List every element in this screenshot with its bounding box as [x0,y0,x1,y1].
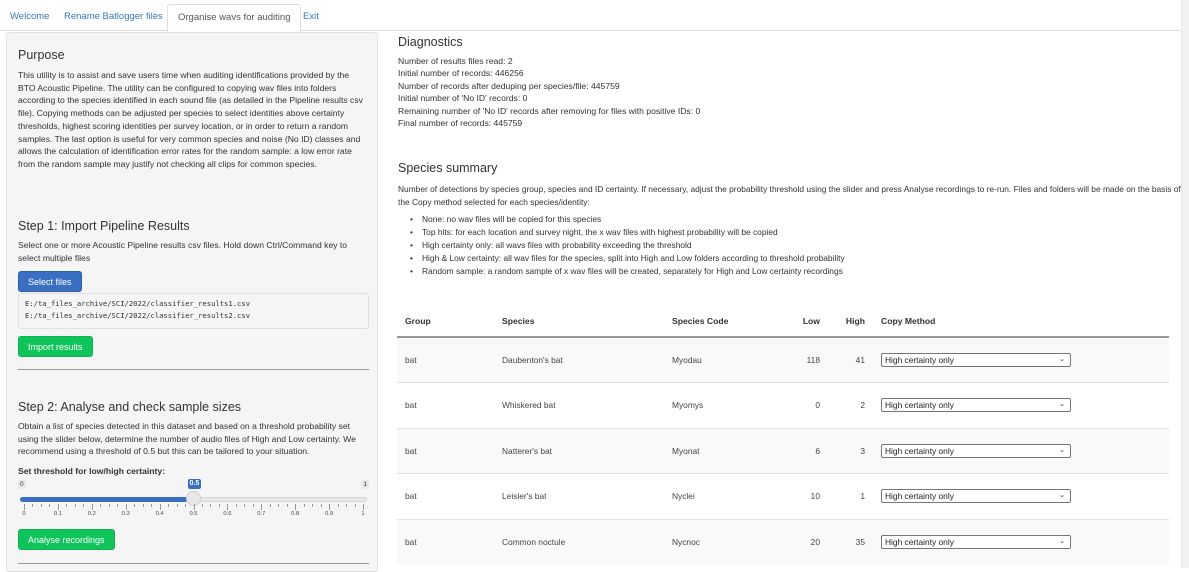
diagnostic-line: Remaining number of 'No ID' records after removing for files with positive IDs: 0 [398,105,701,116]
cell-copy-method [873,383,1169,429]
copy-method-item: • Random sample: a random sample of x wav files will be created, separately for High and Low certainty recordings [422,265,845,278]
selected-file: E:/ta_files_archive/SCI/2022/classifier_results2.csv [25,311,251,320]
slider-minor-tick [185,504,186,507]
table-row [397,337,1169,383]
slider-tick-label: 0.4 [155,511,164,517]
slider-major-tick [126,504,127,510]
copy-method-value: High certainty only [885,491,954,502]
copy-method-select[interactable] [881,489,1071,503]
slider-minor-tick [210,504,211,507]
chevron-down-icon: ⌄ [1059,492,1065,500]
slider-minor-tick [83,504,84,507]
slider-major-tick [363,504,364,510]
slider-major-tick [92,504,93,510]
copy-method-select[interactable] [881,353,1071,367]
species-summary-description: Number of detections by species group, species and ID certainty. If necessary, adjust the probability threshold using the slider and press Analyse recordings to re-run. Files and folders will be made on the basis of the Copy method selected for each species/identity: [398,184,1181,207]
header-low[interactable]: Low [774,305,828,337]
copy-method-item: • High & Low certainty: all wav files for the species, split into High and Low folders according to threshold probability [422,252,845,265]
slider-tick-label: 1 [361,511,365,517]
species-summary-title: Species summary [398,161,498,175]
step2-title: Step 2: Analyse and check sample sizes [18,400,242,414]
cell-group: bat [397,519,494,565]
species-table [397,305,1169,565]
purpose-text: This utility is to assist and save users time when auditing identifications provided by the BTO Acoustic Pipeline. The utility can be configured to copying wav files into folders according to the species identified in each sound file (as detailed in the Pipeline results csv file). Copying methods can be adjusted per species to select identities above certainty thresholds, highest scoring identities per survey location, or in order to return a random samples. The last option is useful for very common species and noise (No ID) classes and allows the calculation of identification error rates for the random sample: a low error rate from the random sample may justify not checking all clips for common species. [18,70,363,169]
chevron-down-icon: ⌄ [1059,538,1065,545]
slider-minor-tick [244,504,245,507]
diagnostic-line: Final number of records: 445759 [398,118,523,129]
cell-low: 20 [774,519,828,565]
select-files-button[interactable]: Select files [18,271,82,292]
slider-tick-label: 0.5 [189,511,198,517]
page-scrollbar[interactable] [1181,0,1189,568]
chevron-down-icon: ⌄ [1059,446,1065,454]
slider-minor-tick [117,504,118,507]
purpose-title: Purpose [18,48,65,62]
slider-minor-tick [41,504,42,507]
slider-tick-label: 0.6 [223,511,232,517]
slider-tick-label: 0.7 [257,511,266,517]
cell-copy-method [873,474,1169,520]
slider-tick-label: 0.1 [53,511,62,517]
diagnostic-line: Number of results files read: 2 [398,56,513,66]
slider-minor-tick [202,504,203,507]
cell-high: 3 [828,428,873,474]
slider-minor-tick [270,504,271,507]
diagnostics-output [398,55,700,129]
slider-minor-tick [321,504,322,507]
copy-method-value: High certainty only [885,537,954,547]
table-row [397,383,1169,429]
cell-species: Natterer's bat [494,428,664,474]
chevron-down-icon: ⌄ [1059,356,1065,363]
copy-method-item: • None: no wav files will be copied for this species [422,213,845,226]
slider-minor-tick [100,504,101,507]
copy-method-select[interactable] [881,444,1071,458]
cell-species-code: Myonat [664,428,774,474]
header-species-code[interactable]: Species Code [664,305,774,337]
slider-tick-label: 0.9 [325,511,334,517]
slider-major-tick [329,504,330,510]
analyse-recordings-button[interactable]: Analyse recordings [18,529,115,550]
sidebar-panel [6,32,378,572]
import-results-button[interactable]: Import results [18,336,93,357]
header-species[interactable]: Species [494,305,664,337]
slider-minor-tick [32,504,33,507]
slider-minor-tick [253,504,254,507]
selected-file: E:/ta_files_archive/SCI/2022/classifier_results1.csv [25,299,251,308]
table-header-row [397,305,1169,337]
cell-high: 2 [828,383,873,429]
tab-organise-wavs[interactable]: Organise wavs for auditing [167,4,301,32]
cell-group: bat [397,337,494,383]
slider-minor-tick [168,504,169,507]
threshold-slider[interactable] [18,480,369,520]
cell-species: Common noctule [494,519,664,565]
cell-copy-method [873,519,1169,565]
slider-minor-tick [143,504,144,507]
copy-methods-list [398,213,845,278]
selected-files-list [18,293,369,329]
diagnostic-line: Number of records after deduping per species/file: 445759 [398,80,620,91]
slider-minor-tick [236,504,237,507]
copy-method-value: High certainty only [885,445,954,456]
tab-welcome[interactable]: Welcome [10,11,50,22]
cell-high: 35 [828,519,873,565]
copy-method-value: High certainty only [885,355,954,365]
diagnostic-line: Initial number of records: 446256 [398,68,524,79]
slider-minor-tick [355,504,356,507]
slider-minor-tick [66,504,67,507]
diagnostic-line: Initial number of 'No ID' records: 0 [398,93,528,104]
step1-text: Select one or more Acoustic Pipeline results csv files. Hold down Ctrl/Command key to select multiple files [18,240,348,263]
copy-method-select[interactable] [881,398,1071,412]
slider-minor-tick [346,504,347,507]
cell-group: bat [397,428,494,474]
table-row [397,474,1169,520]
divider [18,563,369,564]
slider-tick-label: 0 [22,511,26,517]
slider-minor-tick [75,504,76,507]
chevron-down-icon: ⌄ [1059,401,1065,409]
cell-low: 0 [774,383,828,429]
table-row [397,428,1169,474]
slider-tick-label: 0.2 [87,511,96,517]
slider-major-tick [227,504,228,510]
slider-minor-tick [304,504,305,507]
cell-copy-method [873,337,1169,383]
slider-minor-tick [338,504,339,507]
header-group[interactable]: Group [397,305,494,337]
header-high[interactable]: High [828,305,873,337]
slider-major-tick [194,504,195,510]
slider-max-label: 1 [363,481,367,488]
slider-tick-label: 0.3 [121,511,130,517]
cell-high: 1 [828,474,873,520]
divider [18,369,369,370]
slider-minor-tick [287,504,288,507]
tab-rename-batlogger-files[interactable]: Rename Batlogger files [64,11,163,22]
cell-species-code: Nyclei [664,474,774,520]
slider-minor-tick [49,504,50,507]
cell-species-code: Myodau [664,337,774,383]
step2-text: Obtain a list of species detected in this dataset and based on a threshold probability set using the slider below, determine the number of audio files of High and Low certainty. We recommend using a threshold of 0.5 but this can be tailored to your situation. [18,421,356,457]
cell-group: bat [397,474,494,520]
slider-minor-tick [278,504,279,507]
threshold-label: Set threshold for low/high certainty: [18,466,166,476]
copy-method-item: • High certainty only: all wavs files with probability exceeding the threshold [422,239,845,252]
slider-major-tick [24,504,25,510]
cell-species: Leisler's bat [494,474,664,520]
copy-method-item: • Top hits: for each location and survey night, the x wav files with highest probability will be copied [422,226,845,239]
cell-high: 41 [828,337,873,383]
cell-group: bat [397,383,494,429]
nav-tabs [0,0,1180,31]
slider-minor-tick [109,504,110,507]
tab-exit[interactable]: Exit [303,11,319,22]
slider-value-label: 0.5 [189,480,200,487]
slider-min-label: 0 [20,481,24,488]
cell-copy-method [873,428,1169,474]
slider-minor-tick [312,504,313,507]
slider-minor-tick [151,504,152,507]
slider-minor-tick [219,504,220,507]
slider-fill [20,497,194,502]
cell-species-code: Myomys [664,383,774,429]
cell-low: 118 [774,337,828,383]
slider-tick-label: 0.8 [291,511,300,517]
table-row [397,519,1169,565]
slider-major-tick [58,504,59,510]
cell-species: Daubenton's bat [494,337,664,383]
cell-low: 10 [774,474,828,520]
step1-title: Step 1: Import Pipeline Results [18,219,190,233]
copy-method-value: High certainty only [885,400,954,411]
slider-major-tick [160,504,161,510]
cell-species: Whiskered bat [494,383,664,429]
copy-method-select[interactable] [881,535,1071,549]
slider-minor-tick [177,504,178,507]
slider-major-tick [261,504,262,510]
header-copy-method[interactable]: Copy Method [873,305,1169,337]
cell-low: 6 [774,428,828,474]
slider-major-tick [295,504,296,510]
diagnostics-title: Diagnostics [398,35,463,49]
slider-minor-tick [134,504,135,507]
cell-species-code: Nycnoc [664,519,774,565]
